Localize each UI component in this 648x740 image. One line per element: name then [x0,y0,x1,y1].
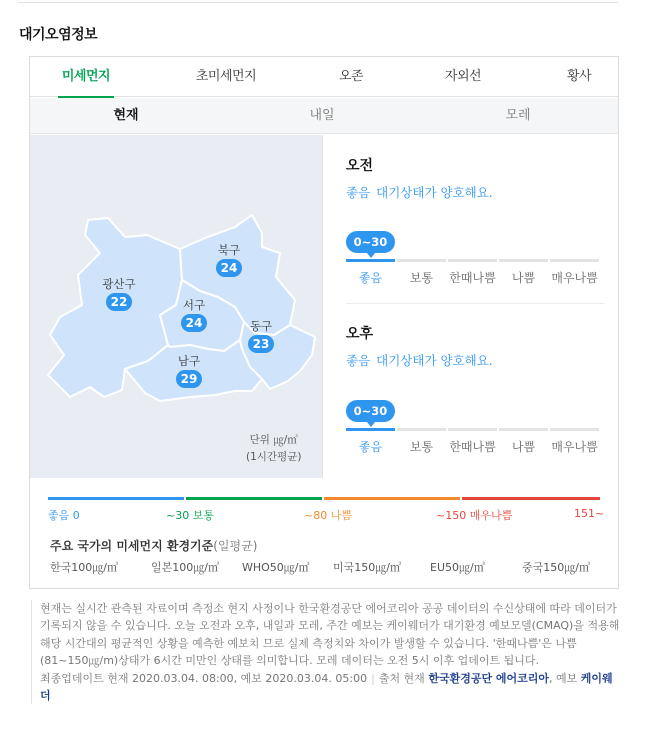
grade-legend [48,497,605,522]
forecast-divider [346,303,604,304]
district-value-badge: 24 [181,314,207,332]
forecast-message: 대기상태가 양호해요. [376,185,493,200]
legend-label-very-bad: ~150 매우나쁨 [436,509,513,522]
tab-uv[interactable]: 자외선 [444,69,482,84]
subtab-now[interactable]: 현재 [113,108,139,123]
grade-segment [448,259,497,262]
district-value-badge: 23 [248,335,274,353]
tab-ozone[interactable]: 오존 [338,69,364,84]
standard-china: 중국150㎍/㎥ [522,561,590,574]
forecast-grade: 좋음 [346,353,371,368]
pollutant-tabs [30,57,618,97]
legend-label-max: 151~ [574,507,605,520]
standard-usa: 미국150㎍/㎥ [333,561,401,574]
grade-segment [346,428,395,431]
grade-segment [499,259,548,262]
grade-scale [346,259,602,285]
legend-bar-very-bad [462,497,600,500]
district-name: 남구 [177,354,201,368]
grade-label: 한때나쁨 [449,440,496,454]
forecast-message: 대기상태가 양호해요. [376,353,493,368]
forecast-status [346,183,604,201]
grade-label: 나쁨 [511,271,536,285]
grade-label: 매우나쁨 [551,440,598,454]
range-pill: 0~30 [346,400,395,422]
legend-bars [48,497,600,500]
range-pill: 0~30 [346,231,395,253]
grade-segment [448,428,497,431]
grade-label: 보통 [409,440,434,454]
legend-label-normal: ~30 보통 [166,509,214,522]
air-pollution-card [29,56,619,589]
notice-text: 현재는 실시간 관측된 자료이며 측정소 현지 사정이나 한국환경공단 에어코리아 공공 데이터의 수신상태에 따라 데이터가 기록되지 않을 수 있습니다. 오늘 오전과 오후, 내일과 모레, 주간 예보는 케이웨더가 대기환경 예보모델(CMAQ)을 적용해 해당 시간대의 평균적인 상황을 예측한 예보치 므로 실제 측정치와 차이가 발생할 수 있습니다. '한때나쁨'은 나쁨(81~150㎍/m)상태가 6시간 미만인 상태를 의미합니다. 모레 데이터는 오전 5시 이후 업데이트 됩니다. [40,602,620,668]
district-gwangsan[interactable] [89,277,149,311]
standard-eu: EU50㎍/㎥ [430,561,485,574]
standards-title: 주요 국가의 미세먼지 환경기준(일평균) [50,539,258,553]
source-link-kweather[interactable]: 케이웨더 [40,671,613,703]
subtab-tomorrow[interactable]: 내일 [309,108,335,123]
grade-scale [346,428,602,454]
legend-bar-good [48,497,184,500]
subtab-day-after[interactable]: 모레 [505,108,531,123]
unit-label: 단위 ㎍/㎥ (1시간평균) [246,434,302,463]
source-link-airkorea[interactable]: 한국환경공단 에어코리아 [428,671,550,685]
forecast-pm [346,323,604,454]
grade-segment [499,428,548,431]
grade-segment [397,259,446,262]
grade-label: 보통 [409,271,434,285]
district-value-badge: 24 [216,259,242,277]
day-subtabs [30,98,618,134]
forecast-am [346,155,604,285]
section-title: 대기오염정보 [19,27,98,43]
last-updated: 최종업데이트 현재 2020.03.04. 08:00, 예보 2020.03.04. 05:00 [40,671,368,685]
legend-bar-bad [324,497,460,500]
meta-separator: | [371,671,375,685]
grade-label: 나쁨 [511,440,536,454]
tab-ultrafine-dust[interactable]: 초미세먼지 [195,69,257,84]
data-notice [31,600,621,704]
legend-label-bad: ~80 나쁨 [304,509,352,522]
grade-segment [550,428,599,431]
legend-label-good: 좋음 0 [48,509,80,522]
forecast-status [346,351,604,369]
district-nam[interactable] [159,354,219,388]
update-info [40,670,621,705]
district-seo[interactable] [164,298,224,332]
source-prefix: 출처 현재 [378,671,425,685]
district-dong[interactable] [231,319,291,353]
tab-fine-dust[interactable]: 미세먼지 [58,57,114,97]
grade-label: 좋음 [358,440,383,454]
standard-who: WHO50㎍/㎥ [242,561,310,574]
district-name: 북구 [217,243,241,257]
grade-segment [346,259,395,262]
district-buk[interactable] [199,243,259,277]
source-mid: , 예보 [549,671,578,685]
standard-japan: 일본100㎍/㎥ [151,561,219,574]
legend-bar-normal [186,497,322,500]
grade-segment [550,259,599,262]
tab-yellow-dust[interactable]: 황사 [566,69,592,84]
grade-label: 매우나쁨 [551,271,598,285]
forecast-period: 오후 [346,326,374,342]
district-value-badge: 29 [176,370,202,388]
forecast-grade: 좋음 [346,185,371,200]
grade-label: 한때나쁨 [449,271,496,285]
grade-label: 좋음 [358,271,383,285]
forecast-period: 오전 [346,158,374,174]
district-map [30,135,323,478]
standard-korea: 한국100㎍/㎥ [50,561,118,574]
district-name: 동구 [249,319,273,333]
grade-segment [397,428,446,431]
district-name: 서구 [182,298,206,312]
district-value-badge: 22 [106,293,132,311]
top-divider [18,2,618,3]
district-name: 광산구 [102,277,136,291]
